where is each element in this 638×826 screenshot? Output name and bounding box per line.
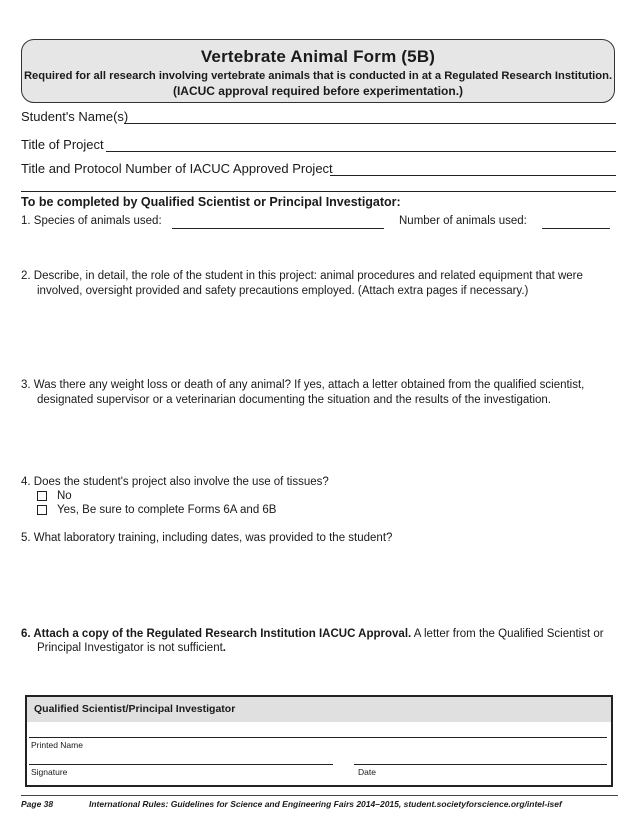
printed-name-field[interactable] (29, 737, 607, 738)
form-subtitle-iacuc: (IACUC approval required before experimentation.) (172, 84, 464, 98)
date-label: Date (358, 767, 376, 777)
footer-page: Page 38 (21, 799, 54, 809)
q4-no-label: No (57, 490, 72, 502)
checkbox-yes[interactable] (37, 505, 47, 515)
form-title: Vertebrate Animal Form (5B) (200, 47, 436, 66)
students-name-field[interactable] (124, 123, 616, 124)
q2-line1: 2. Describe, in detail, the role of the student in this project: animal procedures and related equipment that were (21, 270, 583, 282)
section-divider (21, 191, 616, 192)
q3-line2: designated supervisor or a veterinarian documenting the situation and the results of the investigation. (37, 394, 551, 406)
q6-line2 (37, 641, 226, 656)
section-heading: To be completed by Qualified Scientist or Principal Investigator: (21, 195, 401, 209)
q4-option-no[interactable] (37, 489, 72, 504)
signature-box-heading: Qualified Scientist/Principal Investigator (27, 697, 611, 722)
footer-text: International Rules: Guidelines for Science and Engineering Fairs 2014–2015, student.societyforscience.org/intel-isef (89, 799, 562, 809)
form-subtitle: Required for all research involving vertebrate animals that is conducted in at a Regulated Research Institution. (23, 70, 613, 82)
title-of-project-label: Title of Project (21, 137, 104, 152)
iacuc-protocol-field[interactable] (330, 175, 616, 176)
signature-label: Signature (31, 767, 68, 777)
number-of-animals-field[interactable] (542, 228, 610, 229)
q2-line2: involved, oversight provided and safety precautions employed. (Attach extra pages if necessary.) (37, 285, 529, 297)
q4-text: 4. Does the student's project also involve the use of tissues? (21, 476, 329, 488)
q6-bold-text: 6. Attach a copy of the Regulated Research Institution IACUC Approval. (21, 628, 412, 640)
signature-field[interactable] (29, 764, 333, 765)
checkbox-no[interactable] (37, 491, 47, 501)
q1-number-label: Number of animals used: (399, 215, 527, 227)
q4-yes-label: Yes, Be sure to complete Forms 6A and 6B (57, 504, 277, 516)
students-name-label: Student's Name(s) (21, 109, 129, 124)
footer-rule (21, 795, 618, 796)
q6-line2-text: Principal Investigator is not sufficient (37, 642, 223, 654)
q6-period: . (222, 642, 226, 654)
q1-species-label: 1. Species of animals used: (21, 215, 162, 227)
iacuc-protocol-label: Title and Protocol Number of IACUC Approved Project (21, 161, 333, 176)
q6-line1 (21, 627, 604, 642)
signature-box (25, 695, 613, 787)
title-of-project-field[interactable] (106, 151, 616, 152)
form-header (21, 39, 615, 103)
q6-rest-text: A letter from the Qualified Scientist or (411, 628, 604, 640)
date-field[interactable] (354, 764, 607, 765)
q3-line1: 3. Was there any weight loss or death of any animal? If yes, attach a letter obtained from the qualified scientist, (21, 379, 585, 391)
q5-text: 5. What laboratory training, including dates, was provided to the student? (21, 532, 393, 544)
species-field[interactable] (172, 228, 384, 229)
q4-option-yes[interactable] (37, 503, 276, 518)
printed-name-label: Printed Name (31, 740, 83, 750)
